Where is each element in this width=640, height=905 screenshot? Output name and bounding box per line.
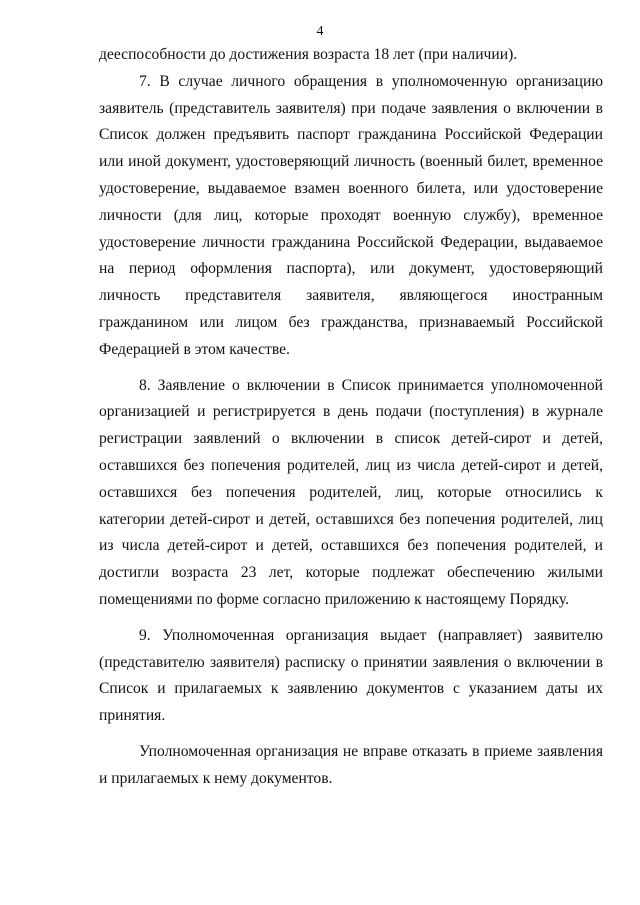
- paragraph-continuation: дееспособности до достижения возраста 18 лет (при наличии).: [99, 46, 518, 63]
- paragraph-refusal-clause: Уполномоченная организация не вправе отказать в приеме заявления и прилагаемых к нему документов.: [99, 742, 603, 787]
- page-number: 4: [316, 24, 324, 39]
- paragraph-item-9: 9. Уполномоченная организация выдает (направляет) заявителю (представителю заявителя) расписку о принятии заявления о включении в Список и прилагаемых к заявлению документов с указанием даты их принятия.: [99, 626, 603, 725]
- paragraph-item-7: 7. В случае личного обращения в уполномоченную организацию заявитель (представитель заявителя) при подаче заявления о включении в Список должен предъявить паспорт гражданина Российской Федерации или иной документ, удостоверяющий личность (военный билет, временное удостоверение, выдаваемое взамен военного билета, или удостоверение личности (для лиц, которые проходят военную службу), временное удостоверение личности гражданина Российской Федерации, выдаваемое на период оформления паспорта), или документ, удостоверяющий личность представителя заявителя, являющегося иностранным гражданином или лицом без гражданства, признаваемый Российской Федерацией в этом качестве.: [99, 72, 603, 358]
- paragraph-item-8: 8. Заявление о включении в Список принимается уполномоченной организацией и регистрируется в день подачи (поступления) в журнале регистрации заявлений о включении в список детей-сирот и детей, оставшихся без попечения родителей, лиц из числа детей-сирот и детей, оставшихся без попечения родителей, лиц, которые относились к категории детей-сирот и детей, оставшихся без попечения родителей, лиц из числа детей-сирот и детей, оставшихся без попечения родителей, и достигли возраста 23 лет, которые подлежат обеспечению жилыми помещениями по форме согласно приложению к настоящему Порядку.: [99, 376, 603, 608]
- document-body: [99, 42, 603, 793]
